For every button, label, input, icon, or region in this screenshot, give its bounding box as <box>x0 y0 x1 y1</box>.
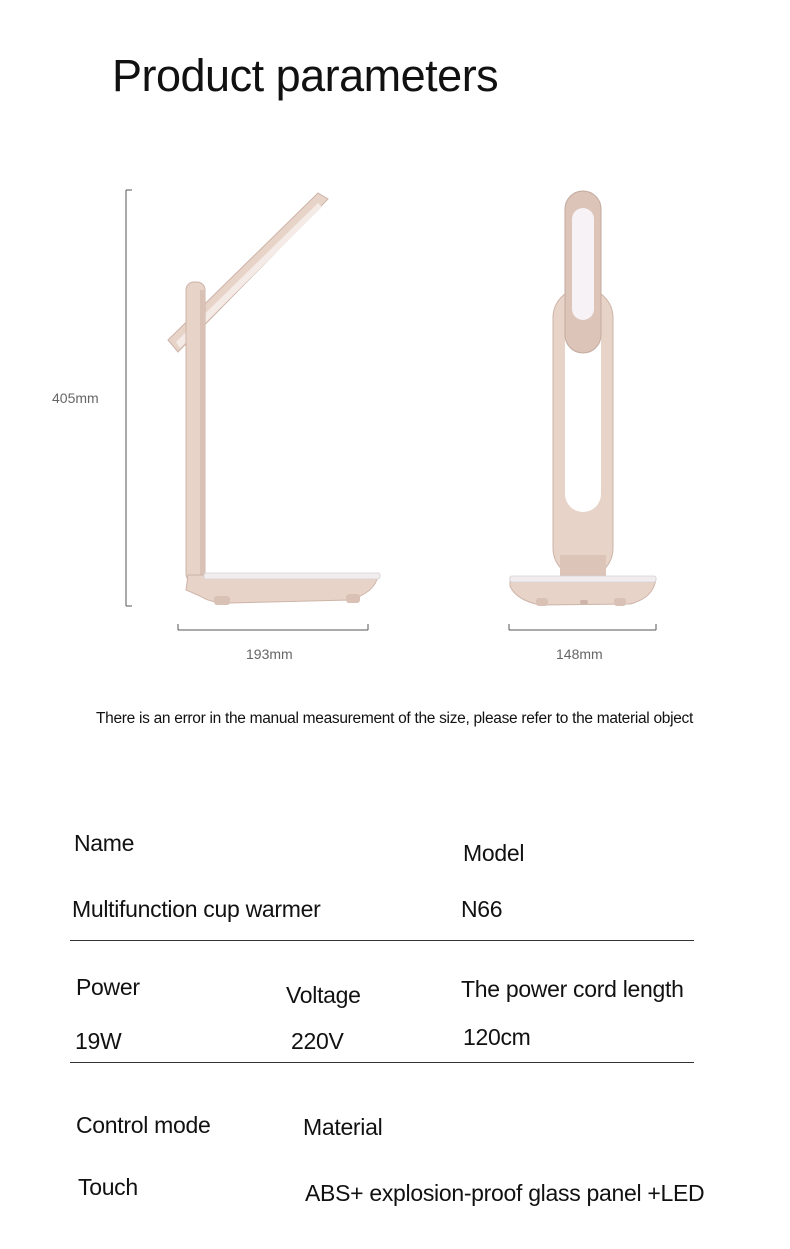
side-width-label: 193mm <box>246 646 293 662</box>
material-value: ABS+ explosion-proof glass panel +LED <box>305 1180 705 1206</box>
cord-length-label: The power cord length <box>461 976 684 1002</box>
cord-length-value: 120cm <box>463 1024 531 1050</box>
front-width-label: 148mm <box>556 646 603 662</box>
power-value: 19W <box>75 1028 122 1054</box>
control-mode-value: Touch <box>78 1174 138 1200</box>
power-label: Power <box>76 974 140 1000</box>
name-label: Name <box>74 830 135 856</box>
row-divider-1 <box>70 940 694 941</box>
side-width-dimension-line <box>178 624 368 630</box>
lamp-side-view <box>168 193 380 605</box>
name-value: Multifunction cup warmer <box>72 896 321 922</box>
height-dimension-label: 405mm <box>52 390 99 406</box>
lamp-front-view <box>510 191 656 606</box>
voltage-value: 220V <box>291 1028 344 1054</box>
front-width-dimension-line <box>509 624 656 630</box>
measurement-note: There is an error in the manual measurement of the size, please refer to the material object <box>96 710 694 727</box>
row-divider-2 <box>70 1062 694 1063</box>
model-label: Model <box>463 840 525 866</box>
material-label: Material <box>303 1114 383 1140</box>
voltage-label: Voltage <box>286 982 361 1008</box>
page-title: Product parameters <box>112 50 499 101</box>
model-value: N66 <box>461 896 503 922</box>
control-mode-label: Control mode <box>76 1112 211 1138</box>
height-dimension-line <box>126 190 132 606</box>
